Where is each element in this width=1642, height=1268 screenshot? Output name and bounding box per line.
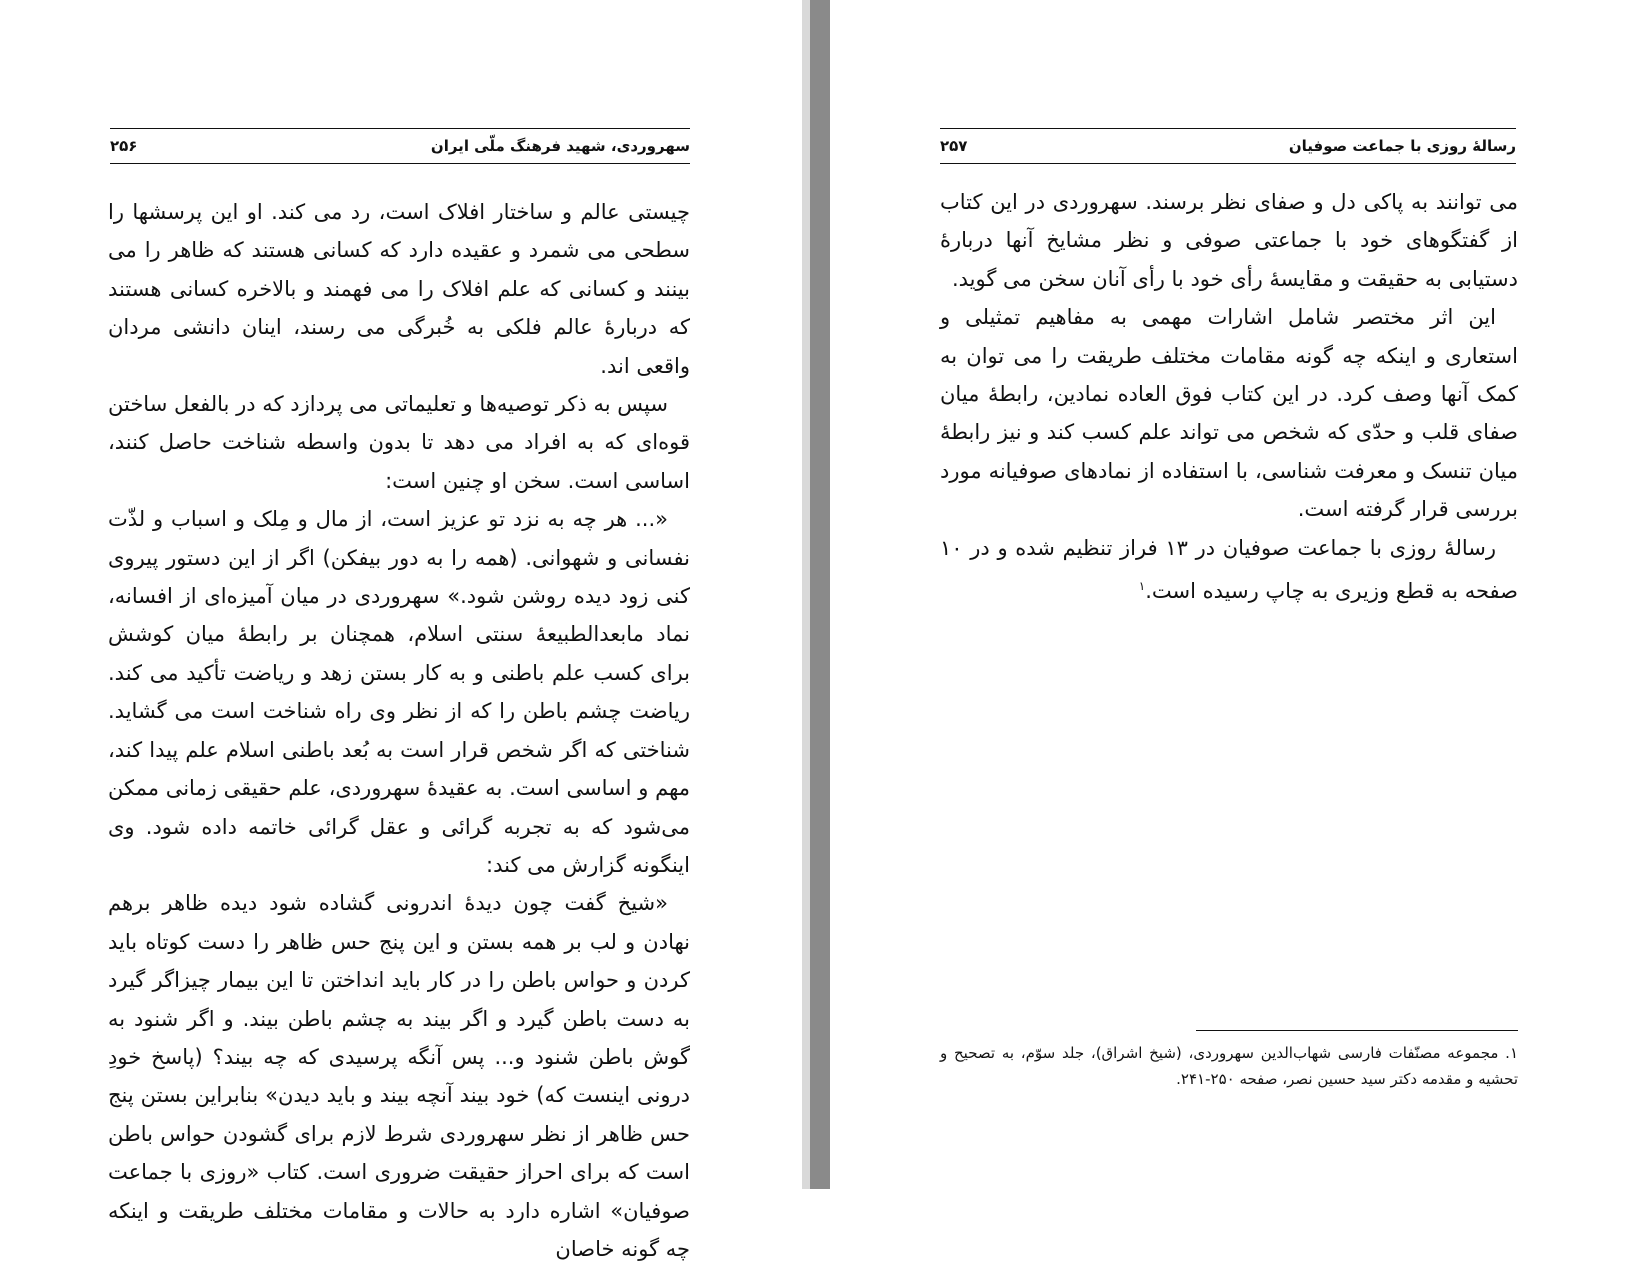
footnote-marker: ۱: [1138, 579, 1146, 594]
right-paragraph-2: این اثر مختصر شامل اشارات مهمی به مفاهیم تمثیلی و استعاری و اینکه چه گونه مقامات مختلف طریقت را می توان به کمک آنها وصف کرد. در این کتاب فوق العاده نمادین، رابطهٔ میان صفای قلب و حدّی که شخص می تواند علم کسب کند و نیز رابطهٔ میان تنسک و معرفت شناسی، با استفاده از نمادهای صوفیانه مورد بررسی قرار گرفته است.: [940, 305, 1518, 522]
book-gutter: [810, 0, 830, 1189]
left-header-title: سهروردی، شهید فرهنگ ملّی ایران: [430, 137, 690, 155]
right-page-number: ۲۵۷: [940, 137, 968, 155]
left-page-number: ۲۵۶: [110, 137, 138, 155]
left-paragraph-4: «شیخ گفت چون دیدهٔ اندرونی گشاده شود دیده ظاهر برهم نهادن و لب بر همه بستن و این پنج حس ظاهر را دست کوتاه باید کردن و حواس باطن را در کار باید انداختن تا این بیمار چیزاگر گیرد به دست باطن گیرد و اگر بیند به چشم باطن بیند. و اگر شنود به گوش باطن شنود و... پس آنگه پرسیدی که چه بیند؟ (پاسخ خودِ درونی اینست که) خود بیند آنچه بیند و باید دیدن» بنابراین بستن پنج حس ظاهر از نظر سهروردی شرط لازم برای گشودن حواس باطن است که برای احراز حقیقت ضروری است. کتاب «روزی با جماعت صوفیان» اشاره دارد به حالات و مقامات مختلف طریقت و اینکه چه گونه خاصان: [108, 891, 690, 1261]
right-page-header: [940, 128, 1516, 164]
right-paragraph-1: می توانند به پاکی دل و صفای نظر برسند. سهروردی در این کتاب از گفتگوهای خود با جماعتی صوفی و نظر مشایخ آنها دربارهٔ دستیابی به حقیقت و مقایسهٔ رأی خود با رأی آنان سخن می گوید.: [940, 190, 1518, 291]
left-paragraph-1: چیستی عالم و ساختار افلاک است، رد می کند. او این پرسشها را سطحی می شمرد و عقیده دارد که کسانی هستند که ظاهر را می بینند و کسانی که علم افلاک را می فهمند و بالاخره کسانی هستند که دربارهٔ عالم فلکی به خُبرگی می رسند، اینان دانشی مردان واقعی اند.: [108, 200, 690, 378]
footnote: ۱. مجموعه مصنّفات فارسی شهاب‌الدین سهروردی، (شیخ اشراق)، جلد سوّم، به تصحیح و تحشیه و مقدمه دکتر سید حسین نصر، صفحه ۲۵۰-۲۴۱.: [940, 1044, 1518, 1088]
left-paragraph-3: «... هر چه به نزد تو عزیز است، از مال و مِلک و اسباب و لذّت نفسانی و شهوانی. (همه را به دور بیفکن) اگر از این دستور پیروی کنی زود دیده روشن شود.» سهروردی در میان آمیزه‌ای از افسانه، نماد مابعدالطبیعهٔ سنتی اسلام، همچنان بر رابطهٔ میان کوشش برای کسب علم باطنی و به کار بستن زهد و ریاضت تأکید می کند. ریاضت چشم باطن را که از نظر وی راه شناخت است می گشاید. شناختی که اگر شخص قرار است به بُعد باطنی اسلام علم پیدا کند، مهم و اساسی است. به عقیدهٔ سهروردی، علم حقیقی زمانی ممکن می‌شود که به تجربه گرائی و عقل گرائی خاتمه داده شود. وی اینگونه گزارش می کند:: [108, 507, 690, 877]
left-page-body: [108, 193, 690, 1268]
left-paragraph-2: سپس به ذکر توصیه‌ها و تعلیماتی می پردازد که در بالفعل ساختن قوه‌ای که به افراد می دهد تا بدون واسطه شناخت حاصل کنند، اساسی است. سخن او چنین است:: [108, 392, 690, 493]
left-page-header: [110, 128, 690, 164]
right-paragraph-3: [940, 529, 1518, 611]
footnote-divider: [1196, 1030, 1518, 1031]
gutter-shadow: [802, 0, 810, 1189]
right-paragraph-3-text: رسالهٔ روزی با جماعت صوفیان در ۱۳ فراز تنظیم شده و در ۱۰ صفحه به قطع وزیری به چاپ رسیده است.: [940, 535, 1518, 604]
right-page-body: [940, 183, 1518, 610]
left-page: [0, 0, 810, 1261]
right-header-title: رسالهٔ روزی با جماعت صوفیان: [1288, 137, 1516, 155]
right-page: [830, 0, 1642, 1189]
